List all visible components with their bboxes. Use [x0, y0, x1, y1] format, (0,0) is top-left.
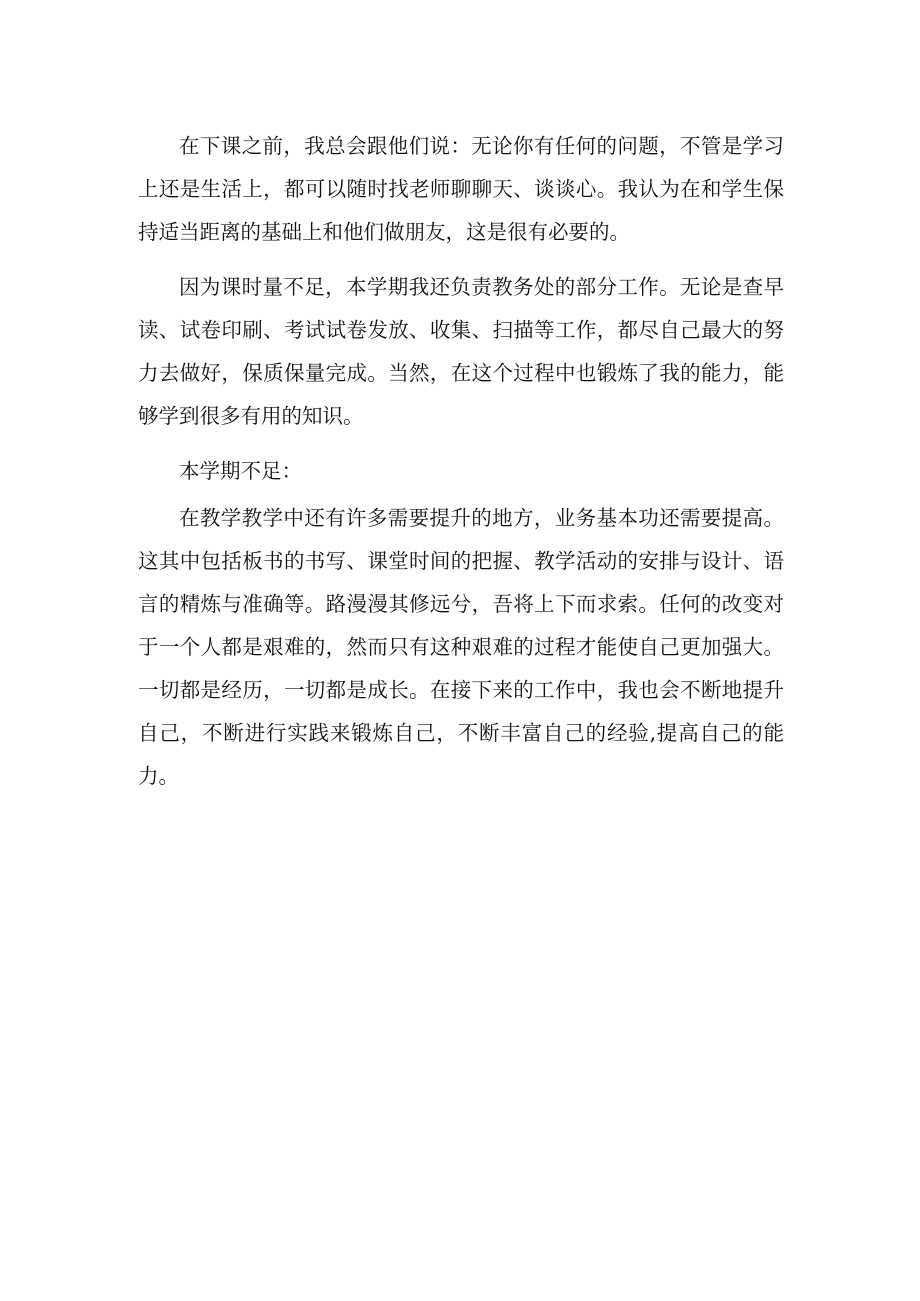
paragraph-academic-affairs: 因为课时量不足，本学期我还负责教务处的部分工作。无论是查早读、试卷印刷、考试试卷发放、收集、扫描等工作，都尽自己最大的努力去做好，保质保量完成。当然，在这个过程中也锻炼了我的能力，能够学到很多有用的知识。 [138, 275, 784, 428]
document-body [138, 125, 784, 810]
paragraph-teacher-chat: 在下课之前，我总会跟他们说：无论你有任何的问题，不管是学习上还是生活上，都可以随时找老师聊聊天、谈谈心。我认为在和学生保持适当距离的基础上和他们做朋友，这是很有必要的。 [138, 134, 784, 244]
paragraph-improvement: 在教学教学中还有许多需要提升的地方，业务基本功还需要提高。这其中包括板书的书写、课堂时间的把握、教学活动的安排与设计、语言的精炼与准确等。路漫漫其修远兮，吾将上下而求索。任何的改变对于一个人都是艰难的，然而只有这种艰难的过程才能使自己更加强大。一切都是经历，一切都是成长。在接下来的工作中，我也会不断地提升自己，不断进行实践来锻炼自己，不断丰富自己的经验,提高自己的能力。 [138, 506, 784, 788]
section-heading-shortcomings: 本学期不足： [179, 459, 302, 483]
